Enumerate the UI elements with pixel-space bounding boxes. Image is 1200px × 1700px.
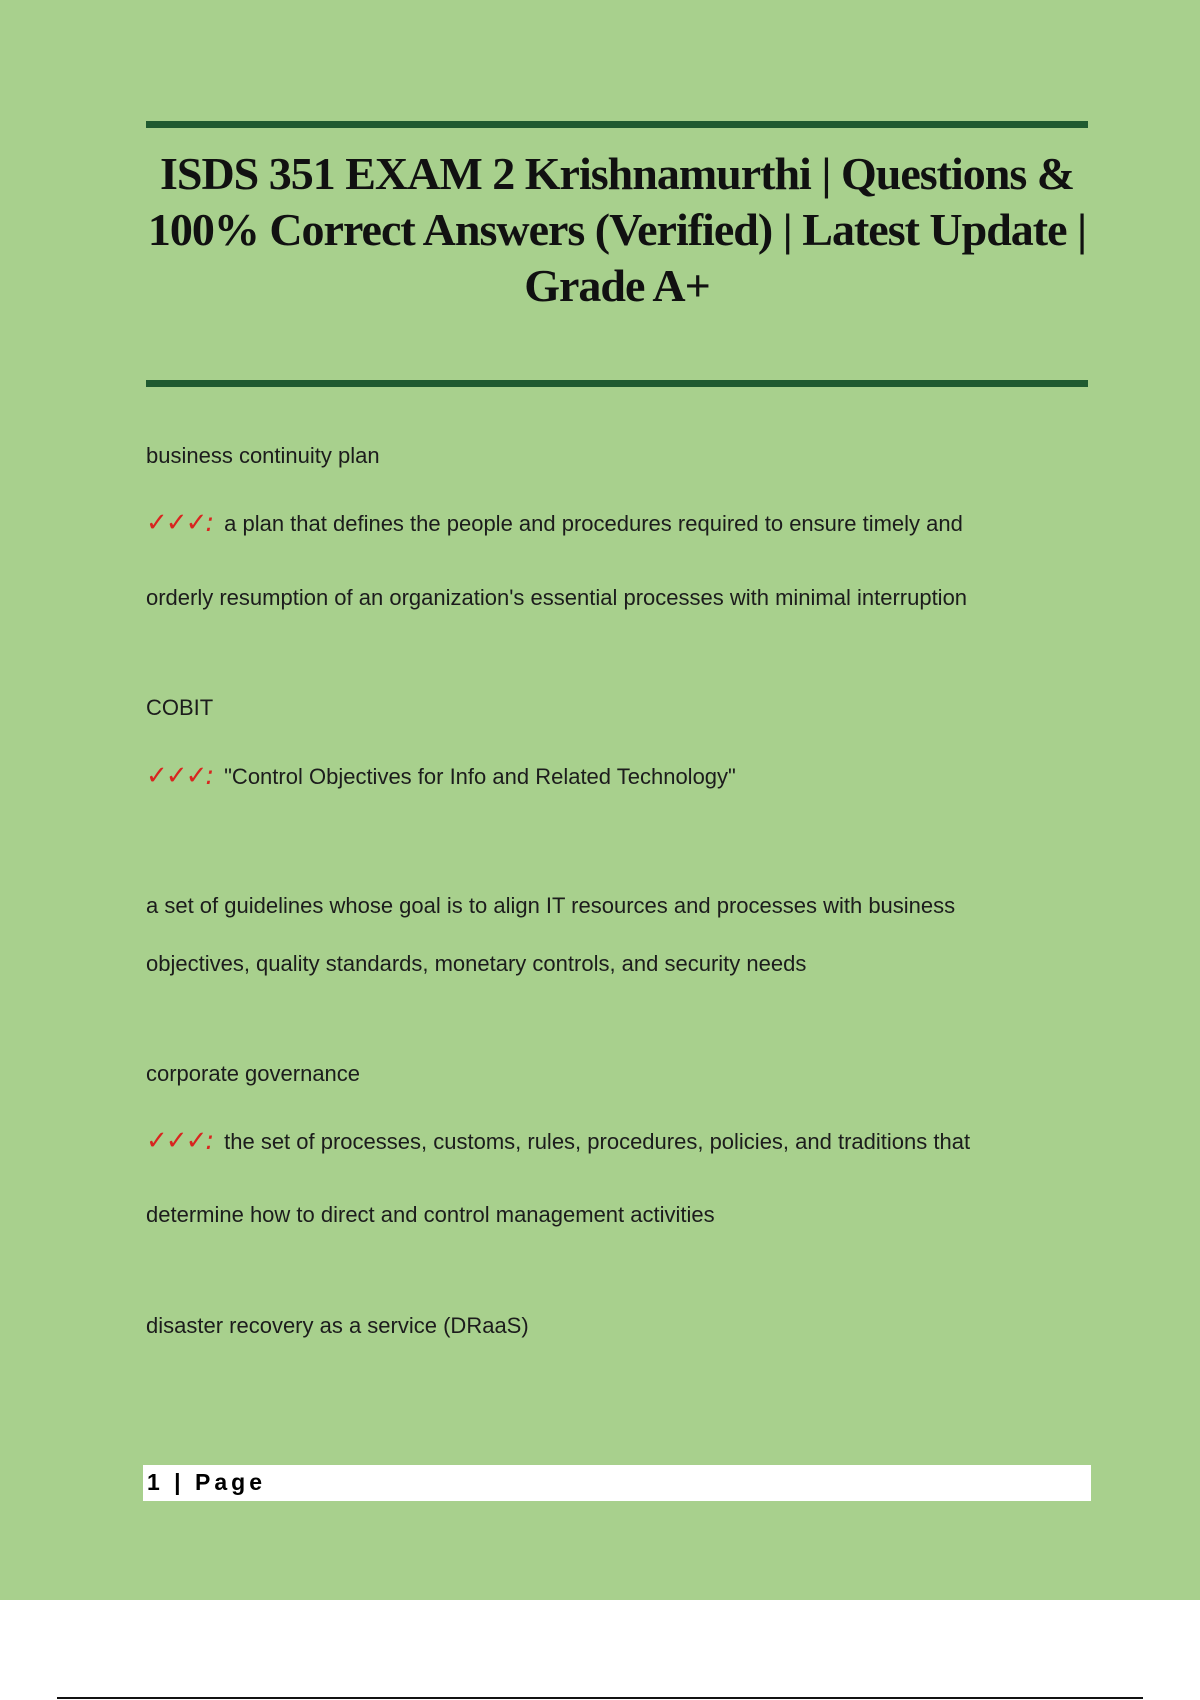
- answer-line: a set of guidelines whose goal is to align IT resources and processes with business: [146, 893, 956, 918]
- term-cobit: COBIT: [146, 695, 214, 720]
- checkmark-icon: ✓✓✓:: [146, 1126, 213, 1156]
- term-business-continuity-plan: business continuity plan: [146, 443, 380, 468]
- answer-line: determine how to direct and control management activities: [146, 1202, 715, 1227]
- answer-line: objectives, quality standards, monetary controls, and security needs: [146, 951, 807, 976]
- answer-text: the set of processes, customs, rules, procedures, policies, and traditions that: [224, 1129, 971, 1154]
- title-bottom-rule: [146, 380, 1088, 387]
- checkmark-icon: ✓✓✓:: [146, 508, 213, 538]
- page-footer: [143, 1465, 1091, 1501]
- answer-text: "Control Objectives for Info and Related Technology": [224, 764, 736, 789]
- term-corporate-governance: corporate governance: [146, 1061, 361, 1086]
- answer-line: [146, 509, 963, 538]
- title-top-rule: [146, 121, 1088, 128]
- page-number: 1 | Page: [147, 1469, 266, 1495]
- answer-text: a plan that defines the people and procedures required to ensure timely and: [224, 511, 963, 536]
- checkmark-icon: ✓✓✓:: [146, 761, 213, 791]
- bottom-divider: [57, 1697, 1143, 1699]
- answer-line: [146, 762, 736, 791]
- term-draas: disaster recovery as a service (DRaaS): [146, 1313, 529, 1338]
- page-title: ISDS 351 EXAM 2 Krishnamurthi | Questions & 100% Correct Answers (Verified) | Latest Update | Grade A+: [147, 148, 1087, 311]
- answer-line: orderly resumption of an organization's essential processes with minimal interruption: [146, 585, 968, 610]
- answer-line: [146, 1127, 970, 1156]
